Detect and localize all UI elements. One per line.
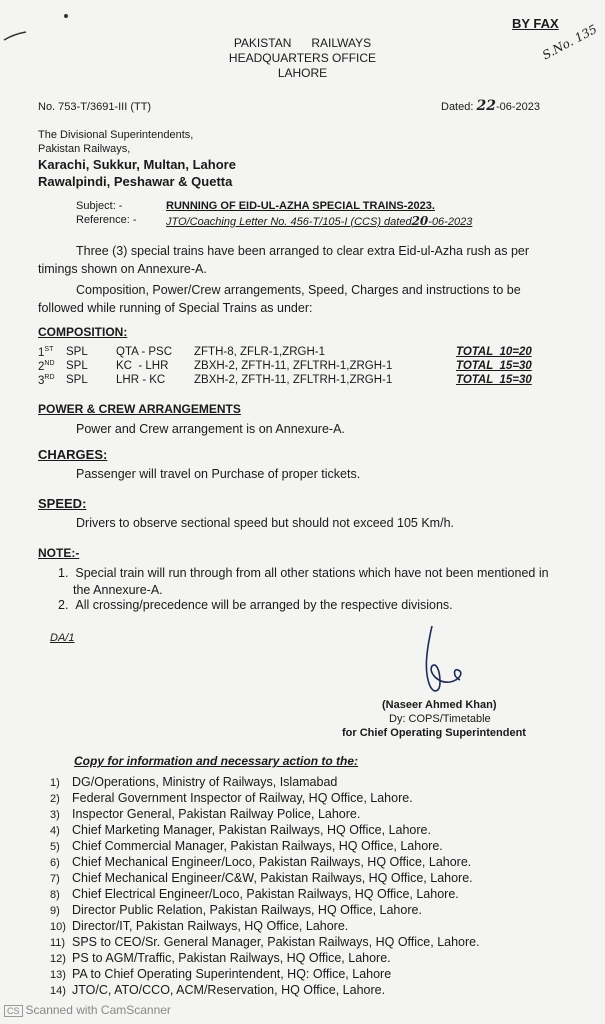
train-coaches: ZBXH-2, ZFTH-11, ZFLTRH-1,ZRGH-1 — [194, 360, 393, 372]
copy-item-text: DG/Operations, Ministry of Railways, Islamabad — [72, 775, 338, 789]
note-item-1-line-2: the Annexure-A. — [73, 583, 163, 597]
copy-item — [50, 871, 473, 885]
signatory-name: (Naseer Ahmed Khan) — [382, 699, 497, 711]
reference-text — [166, 214, 472, 228]
org-line-2: HEADQUARTERS OFFICE — [228, 51, 377, 65]
train-route: QTA - PSC — [116, 346, 173, 358]
copy-item — [50, 823, 431, 837]
copy-item-text: Chief Electrical Engineer/Loco, Pakistan Railways, HQ Office, Lahore. — [72, 887, 459, 901]
org-line-3: LAHORE — [277, 66, 328, 80]
signatory-designation: Dy: COPS/Timetable — [389, 713, 491, 725]
train-route: KC - LHR — [116, 360, 169, 372]
composition-ordinal — [38, 374, 55, 387]
copy-item-text: Director Public Relation, Pakistan Railways, HQ Office, Lahore. — [72, 903, 422, 917]
composition-ordinal — [38, 346, 53, 359]
copy-item-number: 2) — [50, 793, 60, 805]
copy-item — [50, 887, 459, 901]
composition-ordinal — [38, 360, 55, 373]
note-item-2: 2. All crossing/precedence will be arranged by the respective divisions. — [58, 598, 453, 612]
copy-item — [50, 935, 480, 949]
speed-text: Drivers to observe sectional speed but should not exceed 105 Km/h. — [76, 516, 454, 530]
train-total: TOTAL 15=30 — [456, 360, 532, 372]
reference-day-handwritten: 20 — [411, 214, 429, 228]
composition-row — [38, 346, 568, 360]
composition-heading: COMPOSITION: — [38, 325, 128, 339]
org-title — [0, 36, 605, 81]
copy-item-number: 10) — [50, 921, 66, 933]
composition-row — [38, 374, 568, 388]
copy-item-text: Federal Government Inspector of Railway, HQ Office, Lahore. — [72, 791, 413, 805]
signature-icon — [410, 622, 480, 702]
copy-heading: Copy for information and necessary action to the: — [74, 754, 359, 768]
copy-item-number: 14) — [50, 985, 66, 997]
copy-item — [50, 951, 391, 965]
copy-item-number: 12) — [50, 953, 66, 965]
copy-item-text: Director/IT, Pakistan Railways, HQ Office, Lahore. — [72, 919, 349, 933]
copy-item — [50, 919, 348, 933]
reference-text-a: JTO/Coaching Letter No. 456-T/105-I (CCS) dated — [166, 216, 412, 228]
train-total: TOTAL 15=30 — [456, 374, 532, 386]
copy-item-text: PS to AGM/Traffic, Pakistan Railways, HQ Office, Lahore. — [72, 951, 391, 965]
copy-item — [50, 903, 422, 917]
train-type: SPL — [66, 360, 88, 372]
speed-heading: SPEED: — [38, 496, 87, 511]
train-coaches: ZFTH-8, ZFLR-1,ZRGH-1 — [194, 346, 325, 358]
handwritten-serial: S.No. 135 — [540, 21, 600, 63]
ordinal-number: 1 — [38, 346, 45, 359]
addressee-line-4: Rawalpindi, Peshawar & Quetta — [38, 174, 233, 189]
copy-item — [50, 967, 391, 981]
ordinal-number: 2 — [38, 360, 45, 373]
paragraph-2 — [38, 281, 560, 317]
copy-item-number: 5) — [50, 841, 60, 853]
copy-item — [50, 983, 385, 997]
addressee-line-2: Pakistan Railways, — [38, 143, 131, 155]
power-text: Power and Crew arrangement is on Annexure-A. — [76, 422, 345, 436]
paragraph-2-text: Composition, Power/Crew arrangements, Speed, Charges and instructions to be followed while running of Special Trains as under: — [38, 283, 521, 315]
dated-rest: -06-2023 — [495, 101, 541, 113]
da-label: DA/1 — [50, 632, 75, 644]
paragraph-1 — [38, 242, 560, 278]
camscanner-watermark — [4, 1003, 171, 1017]
copy-item — [50, 807, 360, 821]
letter-number: No. 753-T/3691-III (TT) — [38, 101, 152, 113]
train-type: SPL — [66, 374, 88, 386]
copy-item — [50, 839, 443, 853]
copy-item-number: 4) — [50, 825, 60, 837]
copy-item-number: 8) — [50, 889, 60, 901]
copy-item-number: 13) — [50, 969, 66, 981]
copy-item-text: Chief Commercial Manager, Pakistan Railways, HQ Office, Lahore. — [72, 839, 443, 853]
copy-item-text: Chief Mechanical Engineer/C&W, Pakistan Railways, HQ Office, Lahore. — [72, 871, 473, 885]
paragraph-1-text: Three (3) special trains have been arranged to clear extra Eid-ul-Azha rush as per timings shown on Annexure-A. — [38, 244, 530, 276]
ordinal-suffix: ST — [44, 346, 54, 353]
copy-item-text: PA to Chief Operating Superintendent, HQ: Office, Lahore — [72, 967, 392, 981]
subject-text: RUNNING OF EID-UL-AZHA SPECIAL TRAINS-2023. — [166, 200, 435, 212]
train-coaches: ZBXH-2, ZFTH-11, ZFLTRH-1,ZRGH-1 — [194, 374, 393, 386]
copy-item — [50, 775, 337, 789]
copy-item-text: JTO/C, ATO/CCO, ACM/Reservation, HQ Office, Lahore. — [72, 983, 386, 997]
copy-item-number: 6) — [50, 857, 60, 869]
signatory-for-line: for Chief Operating Superintendent — [342, 727, 526, 739]
ordinal-suffix: ND — [44, 360, 55, 367]
copy-item-number: 3) — [50, 809, 60, 821]
copy-item-number: 7) — [50, 873, 60, 885]
dated-label: Dated: — [441, 101, 474, 113]
train-total: TOTAL 10=20 — [456, 346, 532, 358]
copy-item-text: SPS to CEO/Sr. General Manager, Pakistan Railways, HQ Office, Lahore. — [72, 935, 480, 949]
copy-item — [50, 791, 413, 805]
note-item-1-text: Special train will run through from all other stations which have not been mentioned in — [75, 566, 549, 580]
ordinal-number: 3 — [38, 374, 45, 387]
copy-item-number: 1) — [50, 777, 60, 789]
charges-text: Passenger will travel on Purchase of proper tickets. — [76, 467, 361, 481]
camscanner-text: Scanned with CamScanner — [25, 1003, 171, 1017]
camscanner-logo-icon: CS — [4, 1005, 23, 1017]
reference-text-b: -06-2023 — [428, 216, 473, 228]
addressee-line-3: Karachi, Sukkur, Multan, Lahore — [38, 157, 236, 172]
charges-heading: CHARGES: — [38, 447, 108, 462]
addressee-block — [38, 128, 236, 190]
train-type: SPL — [66, 346, 88, 358]
addressee-line-1: The Divisional Superintendents, — [38, 129, 194, 141]
letter-date — [441, 98, 540, 114]
org-line-1: PAKISTAN RAILWAYS — [233, 36, 372, 50]
power-heading: POWER & CREW ARRANGEMENTS — [38, 402, 241, 416]
note-heading: NOTE:- — [38, 546, 80, 560]
note-item-1 — [58, 565, 549, 599]
train-route: LHR - KC — [116, 374, 166, 386]
copy-item-text: Chief Marketing Manager, Pakistan Railways, HQ Office, Lahore. — [72, 823, 431, 837]
by-fax-label: BY FAX — [512, 16, 559, 31]
copy-item-number: 9) — [50, 905, 60, 917]
composition-row — [38, 360, 568, 374]
copy-item-text: Inspector General, Pakistan Railway Police, Lahore. — [72, 807, 361, 821]
note-item-1-line-1: 1. Special train will run through from all other stations which have not been mentioned in — [58, 566, 549, 580]
note-item-2-text: All crossing/precedence will be arranged by the respective divisions. — [75, 598, 453, 612]
dated-day-handwritten: 22 — [476, 98, 496, 114]
ordinal-suffix: RD — [44, 374, 55, 381]
subject-label: Subject: - — [76, 200, 123, 212]
reference-label: Reference: - — [76, 214, 137, 226]
copy-item-text: Chief Mechanical Engineer/Loco, Pakistan Railways, HQ Office, Lahore. — [72, 855, 472, 869]
copy-item — [50, 855, 471, 869]
copy-item-number: 11) — [50, 937, 66, 949]
